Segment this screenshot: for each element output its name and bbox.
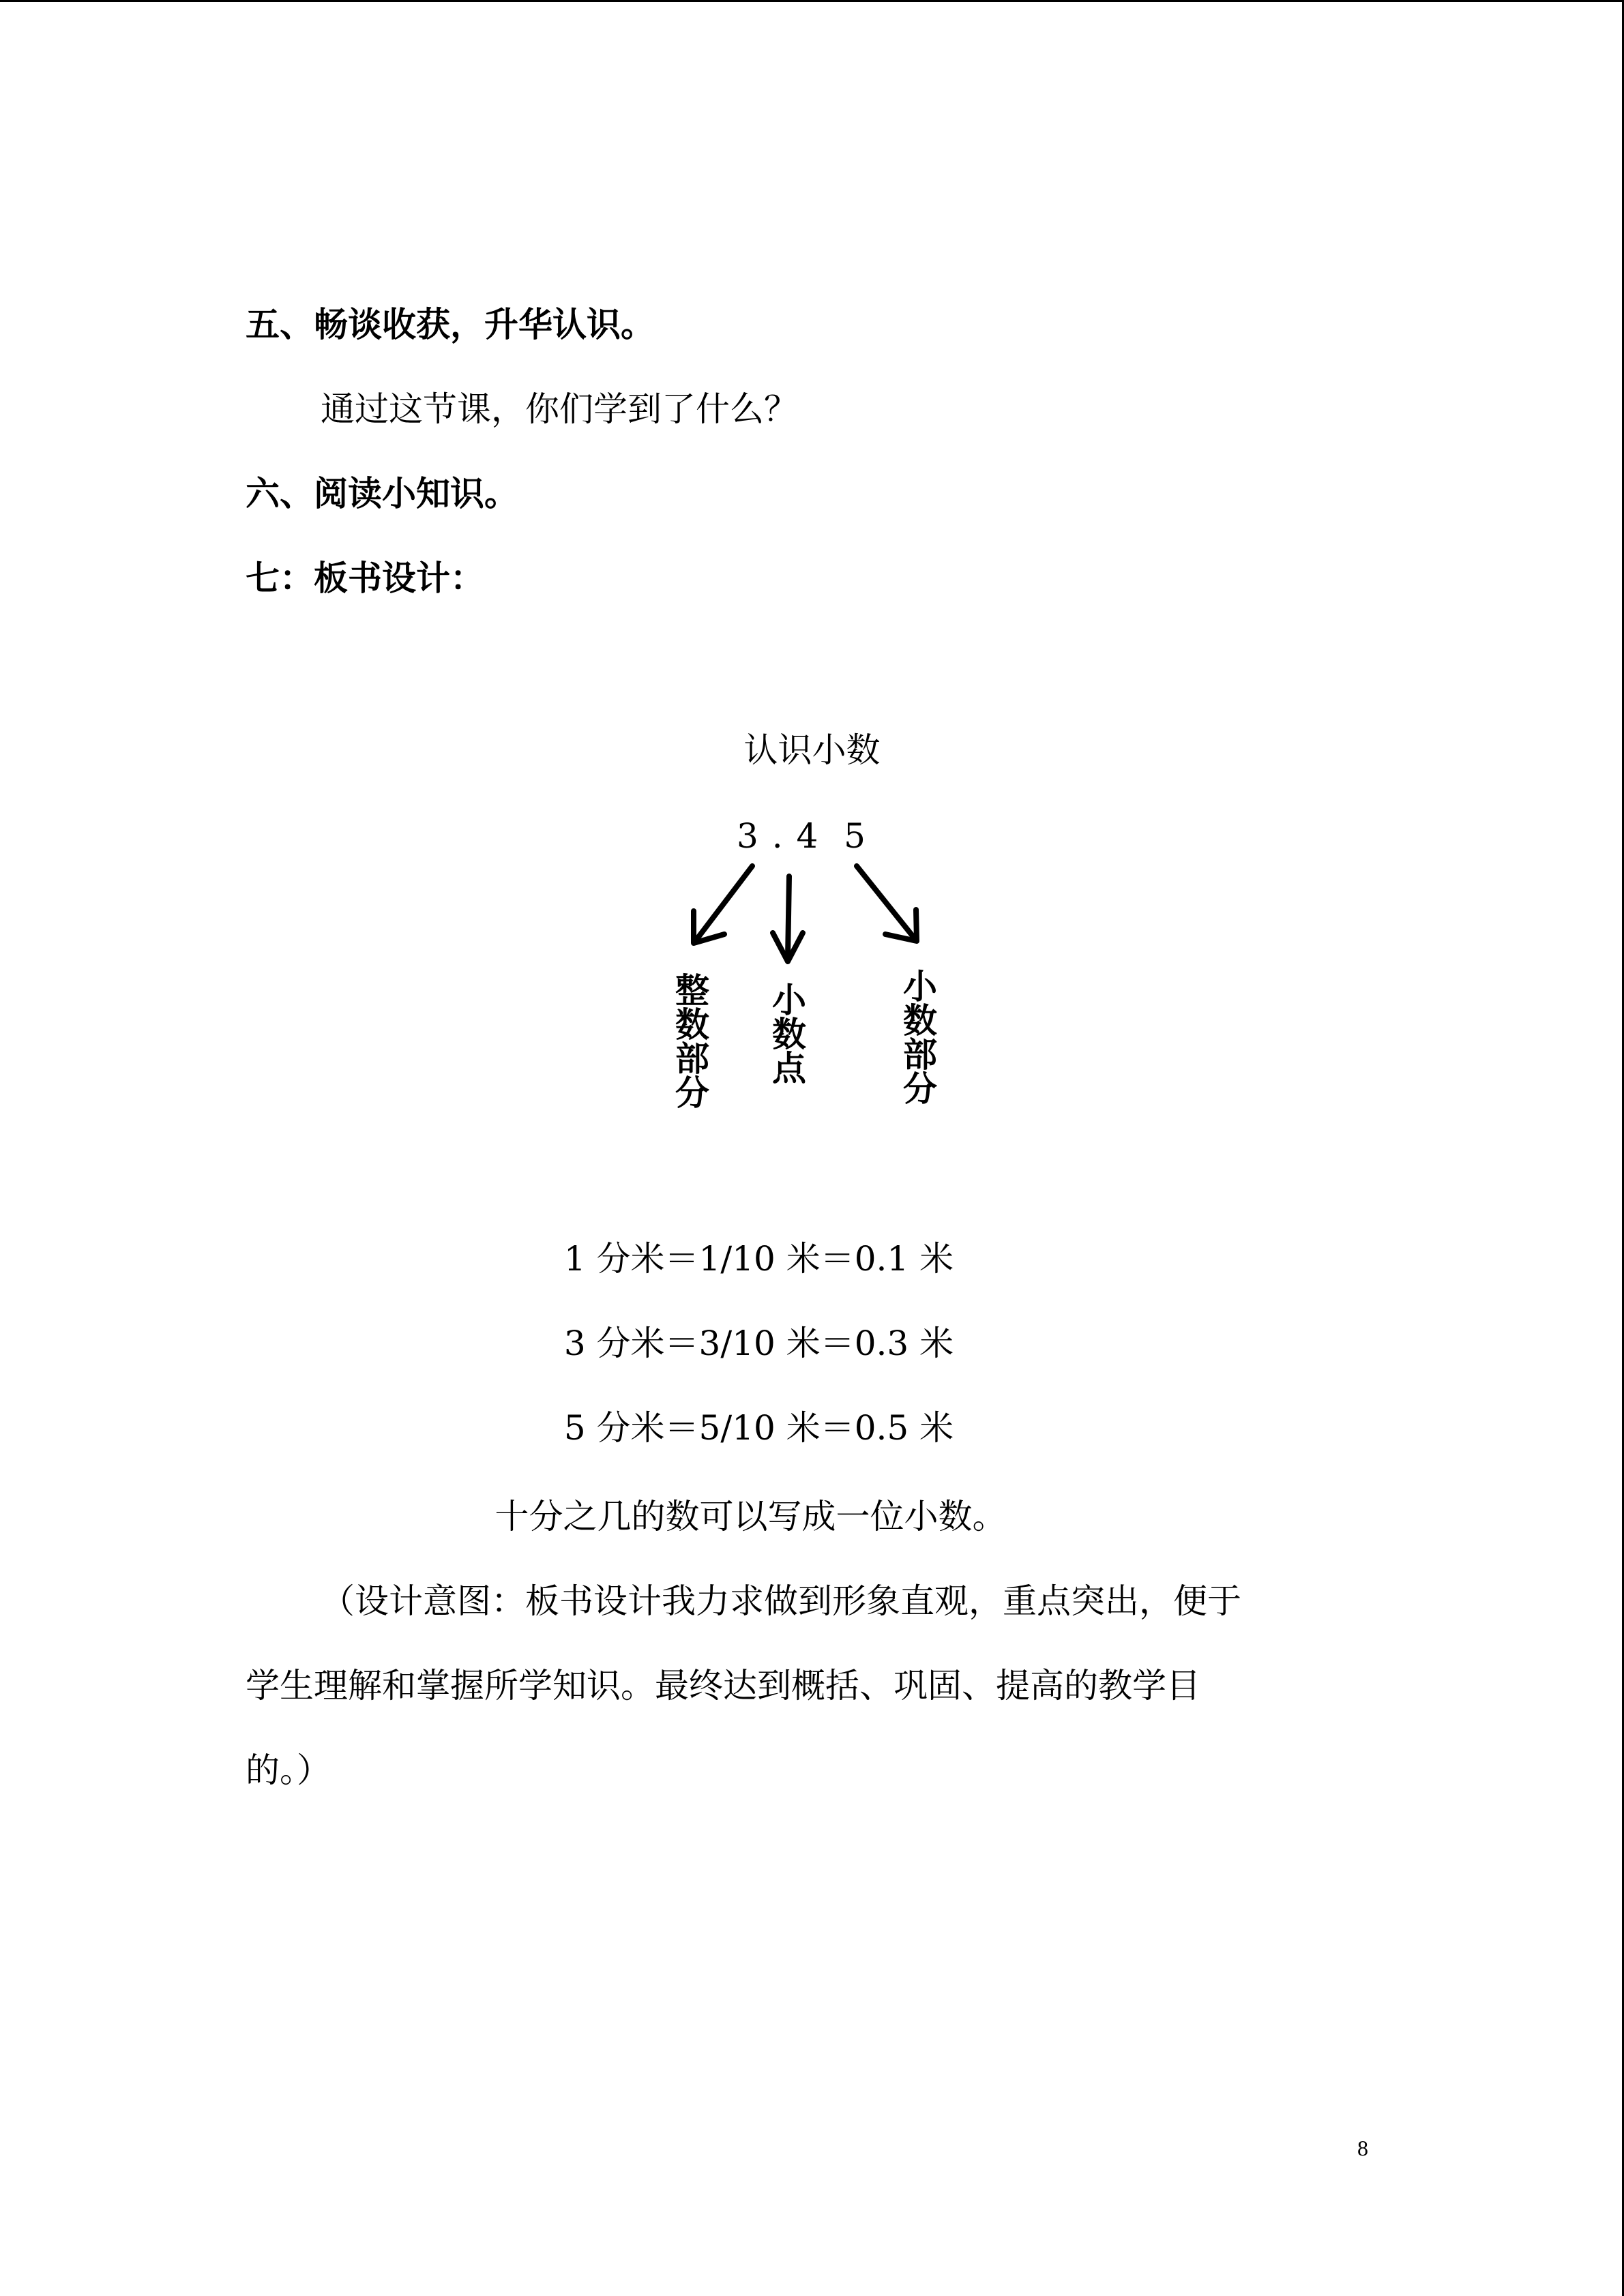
- page-top-border: [0, 0, 1624, 2]
- section-6-heading: 六、阅读小知识。: [246, 474, 518, 513]
- board-decimal-number: 3 . 4 5: [737, 816, 867, 856]
- board-title: 认识小数: [743, 730, 881, 770]
- design-intent-line-2: 学生理解和掌握所学知识。最终达到概括、巩固、提高的教学目: [246, 1666, 1200, 1705]
- section-5-question: 通过这节课，你们学到了什么？: [321, 389, 798, 429]
- equation-row: 1 分米＝1/10 米＝0.1 米: [563, 1239, 954, 1279]
- design-intent-line-1: （设计意图：板书设计我力求做到形象直观，重点突出，便于: [321, 1581, 1241, 1621]
- design-intent-line-3: 的。）: [246, 1750, 331, 1790]
- arrow-to-integer-part: [694, 866, 752, 943]
- label-decimal-point: 小数点: [767, 982, 806, 1084]
- page-number: 8: [1357, 2136, 1368, 2160]
- section-7-heading: 七：板书设计：: [246, 558, 484, 598]
- equation-row: 3 分米＝3/10 米＝0.3 米: [563, 1324, 954, 1363]
- equation-row: 5 分米＝5/10 米＝0.5 米: [563, 1408, 954, 1448]
- section-5-heading: 五、畅谈收获，升华认识。: [246, 305, 655, 344]
- label-integer-part: 整数部分: [670, 972, 709, 1109]
- label-decimal-part: 小数部分: [898, 968, 937, 1105]
- arrow-to-decimal-point: [773, 876, 803, 961]
- board-summary: 十分之几的数可以写成一位小数。: [494, 1497, 1007, 1536]
- arrow-to-decimal-part: [857, 866, 917, 941]
